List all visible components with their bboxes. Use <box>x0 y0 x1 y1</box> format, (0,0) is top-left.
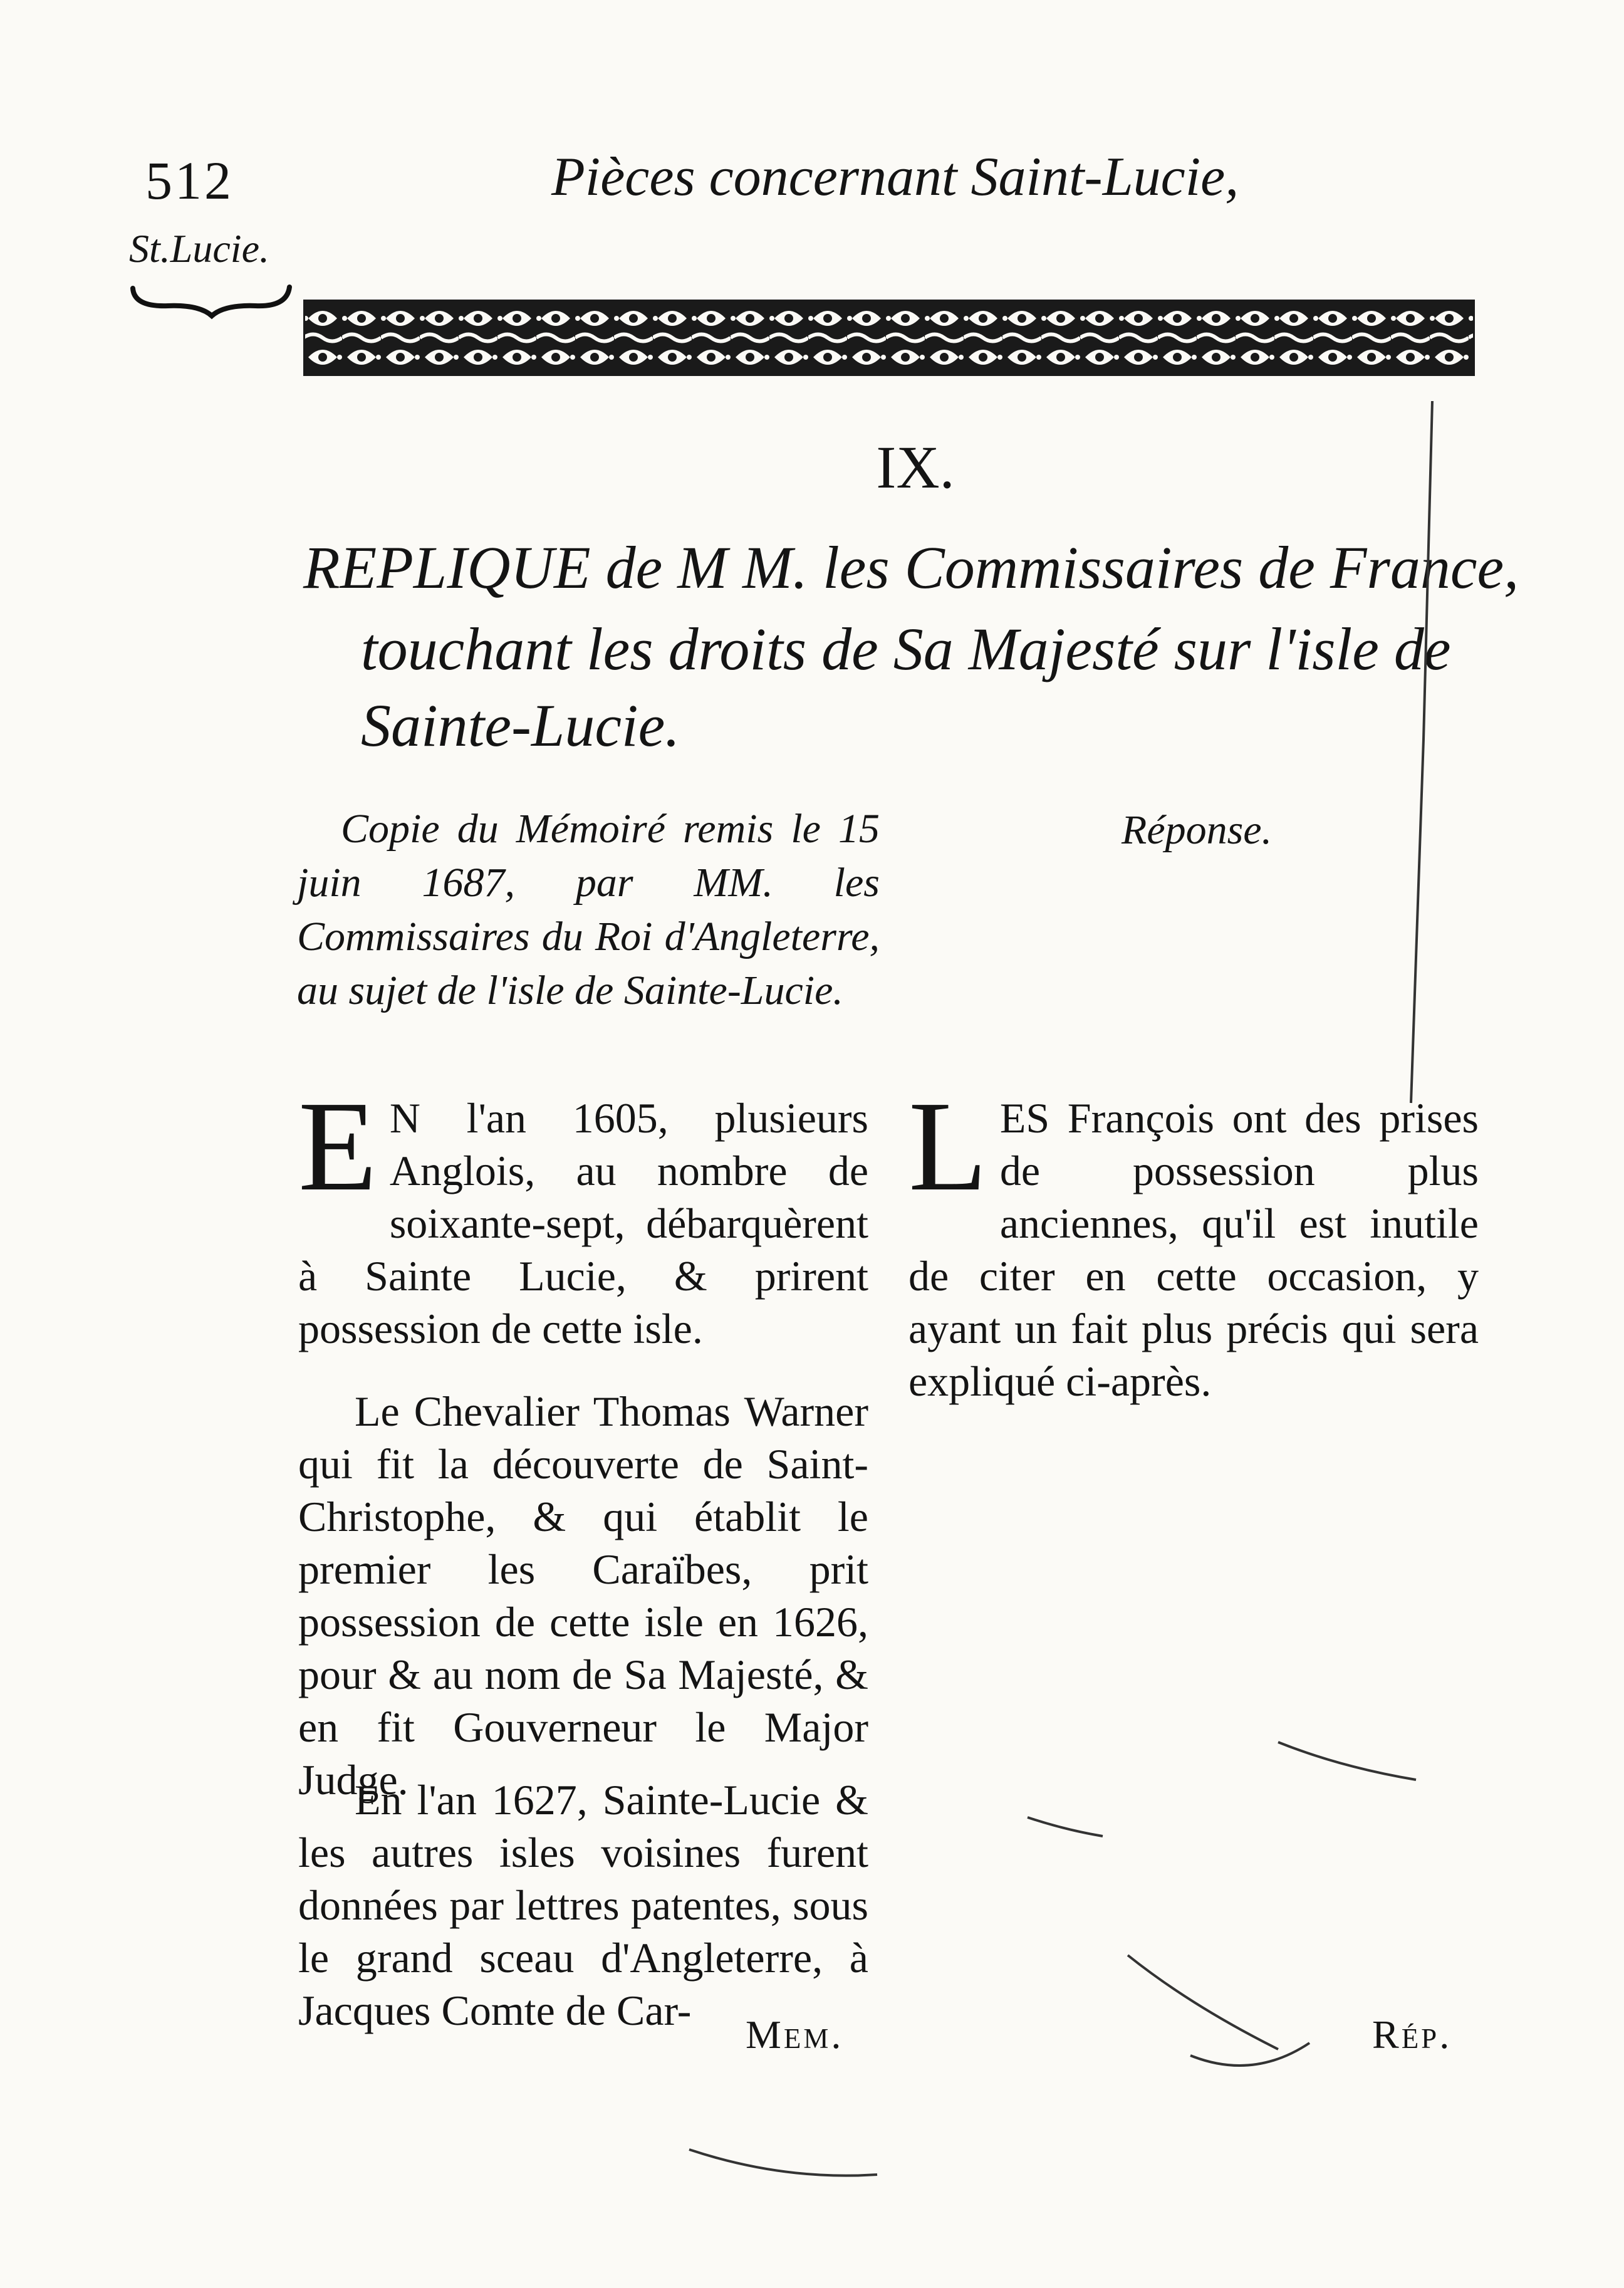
memoir-paragraph-3: En l'an 1627, Sainte-Lucie & les autres isles voisines furent données par lettres patentes, sous le grand sceau d'Angleterre, à Jacques Comte de Car- <box>298 1776 868 2034</box>
section-title-line-3: Sainte-Lucie. <box>361 692 680 759</box>
dropcap-l: L <box>908 1074 987 1218</box>
memoir-heading: Copie du Mémoiré remis le 15 juin 1687, par MM. les Commissaires du Roi d'Angleterre, au sujet de l'isle de Sainte-Lucie. <box>297 806 880 1013</box>
running-head: Pièces concernant Saint-Lucie, <box>551 147 1239 207</box>
memoir-paragraph-2: Le Chevalier Thomas Warner qui fit la découverte de Saint-Christophe, & qui établit le premier les Caraïbes, prit possession de cette isle en 1626, pour & au nom de Sa Majesté, & en fit Gouverneur le Major Judge. <box>298 1387 868 1804</box>
reponse-heading: Réponse. <box>1122 807 1273 853</box>
page-number: 512 <box>145 150 234 211</box>
section-number: IX. <box>876 434 955 501</box>
section-title-line-2: touchant les droits de Sa Majesté sur l'isle de <box>361 615 1451 682</box>
reponse-paragraph-1-text: ES François ont des prises de possession plus anciennes, qu'il est inutile de citer en cette occasion, y ayant un fait plus précis qui sera expliqué ci-après. <box>908 1094 1479 1405</box>
dropcap-e: E <box>298 1074 377 1218</box>
memoir-paragraph-1-text: N l'an 1605, plusieurs Anglois, au nombre de soixante-sept, débarquèrent à Sainte Lucie, & prirent possession de cette isle. <box>298 1094 868 1352</box>
catchword-left: Mem. <box>746 2012 844 2057</box>
section-title-line-1: REPLIQUE de M M. les Commissaires de France, <box>303 534 1519 601</box>
catchword-right: Rép. <box>1372 2012 1452 2057</box>
margin-note: St.Lucie. <box>129 226 269 271</box>
